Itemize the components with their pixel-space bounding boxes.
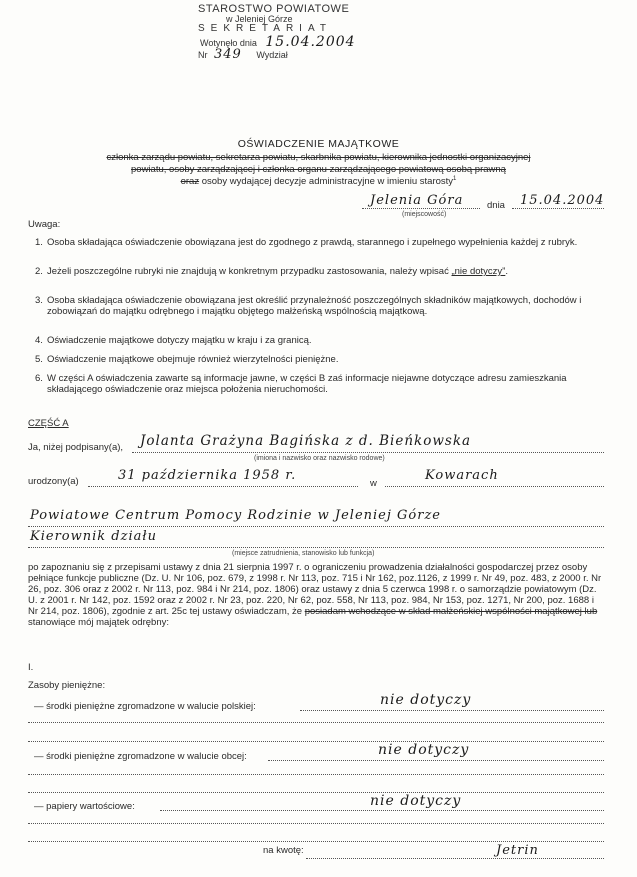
- securities-label: — papiery wartościowe:: [34, 801, 135, 812]
- uwaga-item-1: [35, 237, 592, 249]
- signer-label: Ja, niżej podpisany(a),: [28, 442, 124, 453]
- securities-value: nie dotyczy: [370, 793, 462, 809]
- cash-foreign-value: nie dotyczy: [378, 742, 470, 758]
- place-value: Jelenia Góra: [370, 193, 464, 208]
- signer-value: Jolanta Grażyna Bagińska z d. Bieńkowska: [140, 433, 472, 449]
- uwaga-item-5-num: 5.: [35, 354, 43, 365]
- uwaga-item-2-text: Jeżeli poszczególne rubryki nie znajdują w konkretnym przypadku zastosowania, należy wpisać: [47, 266, 452, 277]
- stamp-dept-label: Wydział: [256, 50, 288, 60]
- uwaga-item-4: [35, 335, 592, 347]
- date-label: dnia: [487, 200, 505, 211]
- amount-label: na kwotę:: [263, 845, 304, 856]
- uwaga-item-4-num: 4.: [35, 335, 43, 346]
- uwaga-item-1-text: Osoba składająca oświadczenie obowiązana jest do zgodnego z prawdą, starannego i zupełnego wypełnienia każdej z rubryk.: [47, 237, 578, 248]
- employer-caption: (miejsce zatrudnienia, stanowisko lub funkcja): [232, 550, 375, 557]
- born-label: urodzony(a): [28, 476, 79, 487]
- born-place: Kowarach: [425, 468, 499, 483]
- uwaga-item-6-text: W części A oświadczenia zawarte są informacje jawne, w części B zaś informacje niejawne dotyczące adresu zamieszkania składającego oświadczenie oraz miejsca położenia nieruchomości.: [47, 373, 567, 395]
- employer-line-2: Kierownik działu: [30, 529, 157, 544]
- uwaga-item-3-text: Osoba składająca oświadczenie obowiązana jest określić przynależność poszczególnych składników majątkowych, dochodów i zobowiązań do majątku odrębnego i majątku objętego małżeńską wspólnością majątkową.: [47, 295, 582, 317]
- date-value: 15.04.2004: [520, 193, 605, 208]
- amount-value: Jetrin: [496, 843, 539, 858]
- uwaga-heading: Uwaga:: [28, 219, 61, 230]
- title-line-3-rest: osoby wydającej decyzje administracyjne w imieniu starosty: [201, 176, 454, 188]
- signer-caption: (imiona i nazwisko oraz nazwisko rodowe): [254, 455, 385, 462]
- employer-line-1: Powiatowe Centrum Pomocy Rodzinie w Jeleniej Górze: [30, 508, 441, 523]
- title-line-1: członka zarządu powiatu, sekretarza powiatu, skarbnika powiatu, kierownika jednostki organizacyjnej: [106, 152, 531, 163]
- law-statement: [28, 562, 606, 628]
- uwaga-item-6-num: 6.: [35, 373, 43, 384]
- footnote-mark: 1: [453, 176, 457, 182]
- stamp-line-1: STAROSTWO POWIATOWE: [198, 3, 350, 15]
- cash-pln-label: — środki pieniężne zgromadzone w walucie polskiej:: [34, 701, 256, 712]
- uwaga-item-2-num: 2.: [35, 266, 43, 277]
- section-roman: I.: [28, 662, 34, 673]
- stamp-received-label: Wotynęło dnia: [200, 38, 257, 48]
- title-line-3: [0, 176, 637, 187]
- uwaga-item-3-num: 3.: [35, 295, 43, 306]
- born-w: w: [370, 478, 377, 489]
- stamp-nr-label: Nr: [198, 50, 208, 60]
- document-title: OŚWIADCZENIE MAJĄTKOWE: [237, 138, 400, 150]
- uwaga-item-2: [35, 266, 592, 278]
- law-text-struck: posiadam wchodzące w skład małżeńskiej wspólności majątkowej lub: [304, 606, 598, 617]
- law-text-a: po zapoznaniu się z przepisami ustawy z dnia 21 sierpnia 1997 r. o ograniczeniu prowadzenia działalności gospodarczej przez osoby pełniące funkcje publiczne (Dz. U. Nr 106, poz. 679, z 1998 r. Nr 113, poz. 715 i Nr 162, poz.1126, z 1999 r. Nr 49, poz. 483, z 2000 r. Nr 26, poz. 306 oraz z 2002 r. Nr 113, poz. 984 i Nr 214, poz. 1806) oraz ustawy z dnia 5 czerwca 1998 r. o samorządzie powiatowym (Dz. U. z 2001 r. Nr 142, poz. 1592 oraz z 2002 r. Nr 23, poz. 220, Nr 62, poz. 558, Nr 113, poz. 984, Nr 153, poz. 1271, Nr 200, poz. 1688 i Nr 214, poz. 1806), zgodnie z art. 25c tej ustawy oświadczam, że: [28, 562, 602, 617]
- part-a-heading: CZĘŚĆ A: [28, 418, 69, 429]
- uwaga-item-4-text: Oświadczenie majątkowe dotyczy majątku w kraju i za granicą.: [47, 335, 312, 346]
- stamp-nr-value: 349: [214, 47, 242, 62]
- law-text-b: stanowiące mój majątek odrębny:: [28, 617, 169, 628]
- cash-pln-value: nie dotyczy: [380, 692, 472, 708]
- uwaga-item-5: [35, 354, 592, 366]
- section-heading: Zasoby pieniężne:: [28, 680, 106, 691]
- stamp-line-3: SEKRETARIAT: [198, 23, 332, 34]
- born-date: 31 października 1958 r.: [118, 468, 297, 483]
- title-line-3-struck: oraz: [180, 176, 200, 188]
- stamp-line-2: w Jeleniej Górze: [226, 14, 293, 24]
- uwaga-item-2-after: .: [505, 266, 508, 277]
- uwaga-item-5-text: Oświadczenie majątkowe obejmuje również wierzytelności pieniężne.: [47, 354, 339, 365]
- uwaga-item-3: [35, 295, 592, 317]
- registry-stamp: [198, 4, 356, 60]
- title-line-2: powiatu, osoby zarządzającej i członka organu zarządzającego powiatową osobą prawną: [131, 164, 506, 175]
- cash-foreign-label: — środki pieniężne zgromadzone w walucie obcej:: [34, 751, 247, 762]
- uwaga-item-2-emph: „nie dotyczy”: [451, 266, 506, 277]
- place-caption: (miejscowość): [402, 211, 447, 218]
- uwaga-item-6: [35, 373, 592, 395]
- stamp-received-date: 15.04.2004: [265, 34, 356, 50]
- uwaga-item-1-num: 1.: [35, 237, 43, 248]
